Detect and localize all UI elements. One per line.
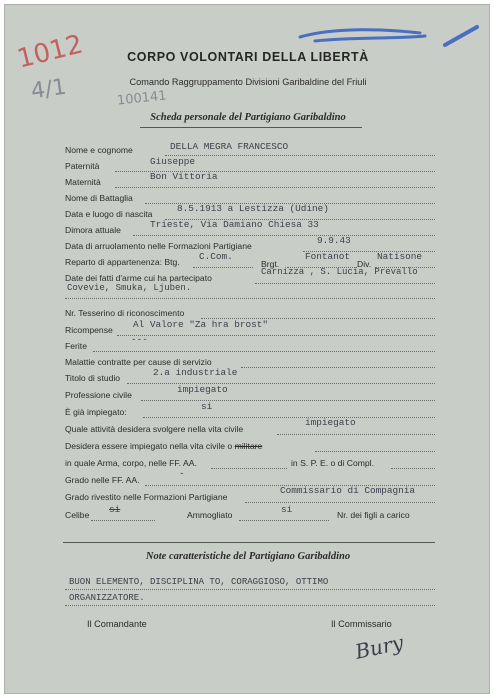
field-value-battles-cont: Covevie, Smuka, Ljuben. [67, 283, 192, 293]
blue-ink-scribble [295, 19, 485, 51]
field-label-spe: in S. P. E. o di Compl. [291, 458, 374, 468]
field-line-unit-battalion [193, 267, 253, 268]
field-label-education: Titolo di studio [65, 373, 121, 383]
field-line-employment-preference [315, 451, 435, 452]
field-label-profession: Professione civile [65, 390, 132, 400]
field-value-profession: impiegato [177, 384, 228, 395]
struck-option-military: militare [234, 441, 263, 451]
field-label-battles: Date dei fatti d'arme cui ha partecipato [65, 273, 212, 283]
field-value-married: si [281, 504, 293, 515]
field-label-brigade: Brgt. [261, 259, 280, 269]
field-line-spe [391, 468, 435, 469]
document-subtitle: Comando Raggruppamento Divisioni Garibaldine del Friuli [129, 77, 367, 87]
field-value-maternity: Bon Vittoria [150, 171, 218, 182]
field-label-maternity: Maternità [65, 177, 101, 187]
field-line-education [127, 383, 435, 384]
notes-title: Note caratteristiche del Partigiano Garibaldino [145, 551, 351, 562]
field-line-desired-activity [277, 434, 435, 435]
field-value-paternity: Giuseppe [150, 156, 196, 167]
field-line-partisan-rank [245, 502, 435, 503]
commissar-label: Il Commissario [331, 619, 392, 629]
field-value-single: si [109, 504, 121, 515]
field-line-residence [133, 235, 435, 236]
notes-rule-2 [65, 605, 435, 606]
field-label-arm: in quale Arma, corpo, nelle FF. AA. [65, 458, 197, 468]
field-value-brigade: Fontanot [305, 251, 351, 262]
sheet-title: Scheda personale del Partigiano Garibaldino [150, 112, 346, 123]
partisan-record-card [4, 4, 490, 694]
field-line-name [165, 155, 435, 156]
field-line-single [91, 520, 155, 521]
employment-preference-text: Desidera essere impiegato nella vita civile o [65, 441, 235, 451]
field-value-enlistment: 9.9.43 [317, 235, 351, 246]
field-label-partisan-rank: Grado rivestito nelle Formazioni Partigiane [65, 492, 228, 502]
pencil-annotation: 4/1 [29, 74, 68, 105]
field-label-unit-battalion: Reparto di appartenenza: Btg. [65, 257, 180, 267]
field-label-paternity: Paternità [65, 161, 100, 171]
field-label-battle-name: Nome di Battaglia [65, 193, 133, 203]
notes-rule-1 [65, 589, 435, 590]
field-label-illnesses: Malattie contratte per cause di servizio [65, 357, 212, 367]
field-value-partisan-rank: Commissario di Compagnia [280, 485, 416, 496]
field-label-wounds: Ferite [65, 341, 87, 351]
field-value-birth: 8.5.1913 a Lestizza (Udine) [177, 203, 329, 214]
field-value-education: 2.a industriale [153, 367, 238, 378]
notes-line-1: BUON ELEMENTO, DISCIPLINA TO, CORAGGIOSO, OTTIMO [69, 577, 329, 587]
field-label-married: Ammogliato [187, 510, 233, 520]
field-label-children: Nr. dei figli a carico [337, 510, 410, 520]
field-value-division: Natisone [377, 251, 423, 262]
field-value-desired-activity: impiegato [305, 417, 356, 428]
field-value-battalion: C.Com. [199, 251, 233, 262]
field-label-enlistment: Data di arruolamento nelle Formazioni Partigiane [65, 241, 252, 251]
field-value-awards: Al Valore "Za hra brost" [133, 319, 269, 330]
field-label-name: Nome e cognome [65, 145, 133, 155]
field-value-name: DELLA MEGRA FRANCESCO [170, 141, 289, 152]
field-value-wounds: --- [131, 334, 148, 345]
field-value-employed: si [201, 401, 213, 412]
pencil-stamp-number: 100141 [116, 88, 168, 109]
field-label-id-card: Nr. Tesserino di riconoscimento [65, 308, 185, 318]
field-line-married [239, 520, 329, 521]
field-line-wounds [93, 351, 435, 352]
field-line-arm [211, 468, 287, 469]
commissar-signature: Bury [353, 630, 406, 664]
red-pencil-number: 1012 [14, 29, 86, 75]
commander-label: Il Comandante [87, 619, 147, 629]
field-value-residence: Trieste, Via Damiano Chiesa 33 [150, 219, 319, 230]
section-divider [63, 542, 435, 543]
field-label-desired-activity: Quale attività desidera svolgere nella vita civile [65, 424, 244, 434]
field-value-rank: - [179, 468, 185, 479]
field-line-profession [141, 400, 435, 401]
document-title: CORPO VOLONTARI DELLA LIBERTÀ [127, 50, 369, 64]
sheet-title-underline [140, 127, 362, 128]
field-line-battles-cont [65, 298, 435, 299]
field-line-awards [117, 335, 435, 336]
field-label-residence: Dimora attuale [65, 225, 121, 235]
field-label-awards: Ricompense [65, 325, 113, 335]
field-line-employed [143, 417, 435, 418]
field-label-employment-preference [65, 441, 262, 451]
field-label-division: Div. [357, 259, 372, 269]
field-value-battles: Carnizza , S. Lucia, Prevallo [261, 267, 418, 277]
field-label-employed: È già impiegato: [65, 407, 127, 417]
field-label-birth: Data e luogo di nascita [65, 209, 153, 219]
field-label-rank: Grado nelle FF. AA. [65, 475, 140, 485]
notes-line-2: ORGANIZZATORE. [69, 593, 145, 603]
field-line-illnesses [241, 367, 435, 368]
field-line-battles [255, 283, 435, 284]
field-label-single: Celibe [65, 510, 90, 520]
field-line-maternity [115, 187, 435, 188]
